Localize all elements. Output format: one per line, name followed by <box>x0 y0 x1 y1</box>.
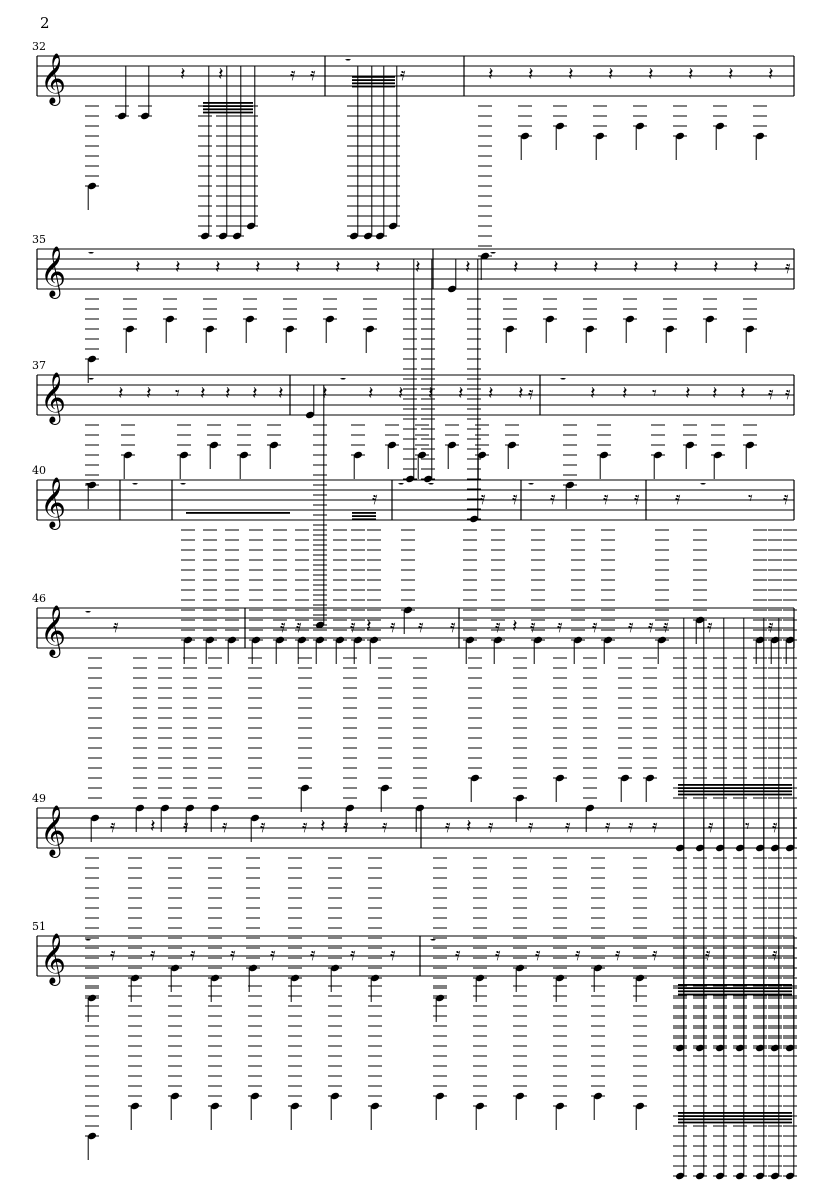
rest-quarter-rest-icon: 𝄽 <box>320 816 326 837</box>
rest-whole-rest-icon: 𝄻 <box>340 372 347 391</box>
beam <box>203 102 253 104</box>
rest-quarter-rest-icon: 𝄽 <box>458 383 464 404</box>
rest-quarter-rest-icon: 𝄽 <box>295 257 301 278</box>
rest-sixteenth-rest-icon: 𝄿 <box>150 944 156 965</box>
rest-sixteenth-rest-icon: 𝄿 <box>512 488 518 509</box>
rest-sixteenth-rest-icon: 𝄿 <box>455 944 461 965</box>
rest-sixteenth-rest-icon: 𝄿 <box>535 944 541 965</box>
rest-sixteenth-rest-icon: 𝄿 <box>390 944 396 965</box>
rest-sixteenth-rest-icon: 𝄿 <box>575 944 581 965</box>
rest-sixteenth-rest-icon: 𝄿 <box>310 944 316 965</box>
measure-number: 37 <box>32 359 46 372</box>
rest-quarter-rest-icon: 𝄽 <box>648 64 654 85</box>
rest-sixteenth-rest-icon: 𝄿 <box>390 616 396 637</box>
beam <box>186 512 290 514</box>
rest-whole-rest-icon: 𝄻 <box>490 246 497 265</box>
rest-whole-rest-icon: 𝄻 <box>88 246 95 265</box>
beam <box>678 984 792 986</box>
rest-quarter-rest-icon: 𝄽 <box>568 64 574 85</box>
rest-sixteenth-rest-icon: 𝄿 <box>663 616 669 637</box>
rest-quarter-rest-icon: 𝄽 <box>428 383 434 404</box>
rest-quarter-rest-icon: 𝄽 <box>225 383 231 404</box>
rest-quarter-rest-icon: 𝄽 <box>590 383 596 404</box>
rest-quarter-rest-icon: 𝄽 <box>146 383 152 404</box>
rest-sixteenth-rest-icon: 𝄿 <box>222 816 228 837</box>
rest-whole-rest-icon: 𝄻 <box>700 477 707 496</box>
rest-quarter-rest-icon: 𝄽 <box>278 383 284 404</box>
beam <box>678 987 792 989</box>
rest-quarter-rest-icon: 𝄽 <box>673 257 679 278</box>
rest-sixteenth-rest-icon: 𝄿 <box>772 944 778 965</box>
rest-sixteenth-rest-icon: 𝄿 <box>260 816 266 837</box>
beam <box>352 86 395 88</box>
rest-sixteenth-rest-icon: 𝄿 <box>768 616 774 637</box>
rest-whole-rest-icon: 𝄻 <box>430 933 437 952</box>
rest-quarter-rest-icon: 𝄽 <box>488 383 494 404</box>
beam <box>203 105 253 107</box>
rest-quarter-rest-icon: 𝄽 <box>608 64 614 85</box>
rest-sixteenth-rest-icon: 𝄿 <box>372 488 378 509</box>
rest-sixteenth-rest-icon: 𝄿 <box>270 944 276 965</box>
rest-quarter-rest-icon: 𝄽 <box>633 257 639 278</box>
beam <box>352 79 395 81</box>
rest-sixteenth-rest-icon: 𝄿 <box>343 816 349 837</box>
beam <box>678 994 792 996</box>
rest-quarter-rest-icon: 𝄽 <box>513 257 519 278</box>
rest-quarter-rest-icon: 𝄽 <box>685 383 691 404</box>
rest-quarter-rest-icon: 𝄽 <box>398 383 404 404</box>
rest-sixteenth-rest-icon: 𝄿 <box>488 816 494 837</box>
rest-sixteenth-rest-icon: 𝄿 <box>783 488 789 509</box>
beam <box>678 1118 792 1120</box>
rest-whole-rest-icon: 𝄻 <box>85 605 92 624</box>
rest-quarter-rest-icon: 𝄽 <box>180 64 186 85</box>
rest-quarter-rest-icon: 𝄽 <box>740 383 746 404</box>
rest-quarter-rest-icon: 𝄽 <box>175 257 181 278</box>
rest-quarter-rest-icon: 𝄽 <box>415 257 421 278</box>
rest-eighth-rest-icon: 𝄾 <box>745 816 750 837</box>
rest-whole-rest-icon: 𝄻 <box>528 477 535 496</box>
rest-sixteenth-rest-icon: 𝄿 <box>290 64 296 85</box>
rest-sixteenth-rest-icon: 𝄿 <box>495 616 501 637</box>
rest-sixteenth-rest-icon: 𝄿 <box>190 944 196 965</box>
beam <box>352 512 376 514</box>
rest-sixteenth-rest-icon: 𝄿 <box>615 944 621 965</box>
rest-quarter-rest-icon: 𝄽 <box>150 816 156 837</box>
rest-quarter-rest-icon: 𝄽 <box>375 257 381 278</box>
rest-quarter-rest-icon: 𝄽 <box>135 257 141 278</box>
treble-clef-icon: 𝄞 <box>40 805 67 856</box>
rest-whole-rest-icon: 𝄻 <box>345 53 352 72</box>
rest-quarter-rest-icon: 𝄽 <box>518 383 524 404</box>
rest-whole-rest-icon: 𝄻 <box>398 477 405 496</box>
rest-whole-rest-icon: 𝄻 <box>85 477 92 496</box>
beam <box>678 1115 792 1117</box>
beam <box>678 794 792 796</box>
rest-quarter-rest-icon: 𝄽 <box>368 383 374 404</box>
rest-sixteenth-rest-icon: 𝄿 <box>110 816 116 837</box>
rest-quarter-rest-icon: 𝄽 <box>622 383 628 404</box>
rest-quarter-rest-icon: 𝄽 <box>688 64 694 85</box>
rest-sixteenth-rest-icon: 𝄿 <box>480 488 486 509</box>
rest-sixteenth-rest-icon: 𝄿 <box>528 383 534 404</box>
rest-whole-rest-icon: 𝄻 <box>88 372 95 391</box>
page-number: 2 <box>40 14 50 32</box>
rest-quarter-rest-icon: 𝄽 <box>712 383 718 404</box>
rest-quarter-rest-icon: 𝄽 <box>118 383 124 404</box>
treble-clef-icon: 𝄞 <box>40 933 67 984</box>
beam <box>678 784 792 786</box>
rest-eighth-rest-icon: 𝄾 <box>748 488 753 509</box>
rest-sixteenth-rest-icon: 𝄿 <box>648 616 654 637</box>
measure-number: 32 <box>32 40 46 53</box>
rest-whole-rest-icon: 𝄻 <box>560 372 567 391</box>
rest-sixteenth-rest-icon: 𝄿 <box>634 488 640 509</box>
measure-number: 40 <box>32 464 46 477</box>
rest-sixteenth-rest-icon: 𝄿 <box>707 616 713 637</box>
beam <box>352 82 395 84</box>
beam <box>352 515 376 517</box>
rest-sixteenth-rest-icon: 𝄿 <box>418 616 424 637</box>
rest-sixteenth-rest-icon: 𝄿 <box>400 64 406 85</box>
rest-sixteenth-rest-icon: 𝄿 <box>652 944 658 965</box>
rest-quarter-rest-icon: 𝄽 <box>200 383 206 404</box>
rest-sixteenth-rest-icon: 𝄿 <box>675 488 681 509</box>
rest-sixteenth-rest-icon: 𝄿 <box>280 616 286 637</box>
rest-sixteenth-rest-icon: 𝄿 <box>768 383 774 404</box>
rest-whole-rest-icon: 𝄻 <box>180 477 187 496</box>
measure-number: 35 <box>32 233 46 246</box>
rest-quarter-rest-icon: 𝄽 <box>218 64 224 85</box>
beam <box>352 518 376 520</box>
rest-sixteenth-rest-icon: 𝄿 <box>772 816 778 837</box>
rest-sixteenth-rest-icon: 𝄿 <box>708 816 714 837</box>
rest-sixteenth-rest-icon: 𝄿 <box>302 816 308 837</box>
rest-sixteenth-rest-icon: 𝄿 <box>652 816 658 837</box>
rest-quarter-rest-icon: 𝄽 <box>322 383 328 404</box>
beam <box>678 787 792 789</box>
rest-sixteenth-rest-icon: 𝄿 <box>230 944 236 965</box>
beam <box>203 108 253 110</box>
rest-quarter-rest-icon: 𝄽 <box>728 64 734 85</box>
rest-quarter-rest-icon: 𝄽 <box>335 257 341 278</box>
rest-sixteenth-rest-icon: 𝄿 <box>530 616 536 637</box>
beam <box>203 112 253 114</box>
treble-clef-icon: 𝄞 <box>40 477 67 528</box>
rest-sixteenth-rest-icon: 𝄿 <box>785 257 791 278</box>
rest-quarter-rest-icon: 𝄽 <box>465 257 471 278</box>
rest-quarter-rest-icon: 𝄽 <box>252 383 258 404</box>
rest-sixteenth-rest-icon: 𝄿 <box>605 816 611 837</box>
treble-clef-icon: 𝄞 <box>40 246 67 297</box>
rest-eighth-rest-icon: 𝄾 <box>175 383 180 404</box>
beam <box>678 790 792 792</box>
rest-sixteenth-rest-icon: 𝄿 <box>382 816 388 837</box>
rest-quarter-rest-icon: 𝄽 <box>713 257 719 278</box>
rest-sixteenth-rest-icon: 𝄿 <box>603 488 609 509</box>
rest-sixteenth-rest-icon: 𝄿 <box>557 616 563 637</box>
rest-eighth-rest-icon: 𝄾 <box>652 383 657 404</box>
rest-sixteenth-rest-icon: 𝄿 <box>310 64 316 85</box>
rest-quarter-rest-icon: 𝄽 <box>528 64 534 85</box>
rest-whole-rest-icon: 𝄻 <box>132 477 139 496</box>
rest-quarter-rest-icon: 𝄽 <box>593 257 599 278</box>
measure-number: 51 <box>32 920 46 933</box>
rest-whole-rest-icon: 𝄻 <box>85 933 92 952</box>
rest-sixteenth-rest-icon: 𝄿 <box>110 944 116 965</box>
rest-quarter-rest-icon: 𝄽 <box>366 616 372 637</box>
rest-sixteenth-rest-icon: 𝄿 <box>350 616 356 637</box>
rest-sixteenth-rest-icon: 𝄿 <box>592 616 598 637</box>
treble-clef-icon: 𝄞 <box>40 372 67 423</box>
beam <box>352 76 395 78</box>
beam <box>678 990 792 992</box>
rest-sixteenth-rest-icon: 𝄿 <box>785 383 791 404</box>
rest-sixteenth-rest-icon: 𝄿 <box>495 944 501 965</box>
measure-number: 49 <box>32 792 46 805</box>
rest-sixteenth-rest-icon: 𝄿 <box>628 816 634 837</box>
treble-clef-icon: 𝄞 <box>40 53 67 104</box>
rest-quarter-rest-icon: 𝄽 <box>255 257 261 278</box>
measure-number: 46 <box>32 592 46 605</box>
beam <box>678 1122 792 1124</box>
rest-sixteenth-rest-icon: 𝄿 <box>565 816 571 837</box>
rest-quarter-rest-icon: 𝄽 <box>753 257 759 278</box>
rest-quarter-rest-icon: 𝄽 <box>512 616 518 637</box>
rest-quarter-rest-icon: 𝄽 <box>488 64 494 85</box>
rest-quarter-rest-icon: 𝄽 <box>215 257 221 278</box>
rest-quarter-rest-icon: 𝄽 <box>466 816 472 837</box>
rest-sixteenth-rest-icon: 𝄿 <box>550 488 556 509</box>
rest-sixteenth-rest-icon: 𝄿 <box>296 616 302 637</box>
treble-clef-icon: 𝄞 <box>40 605 67 656</box>
rest-sixteenth-rest-icon: 𝄿 <box>113 616 119 637</box>
beam <box>678 1112 792 1114</box>
rest-sixteenth-rest-icon: 𝄿 <box>450 616 456 637</box>
rest-sixteenth-rest-icon: 𝄿 <box>445 816 451 837</box>
rest-quarter-rest-icon: 𝄽 <box>553 257 559 278</box>
rest-whole-rest-icon: 𝄻 <box>428 477 435 496</box>
rest-sixteenth-rest-icon: 𝄿 <box>628 616 634 637</box>
rest-sixteenth-rest-icon: 𝄿 <box>350 944 356 965</box>
rest-sixteenth-rest-icon: 𝄿 <box>705 944 711 965</box>
rest-sixteenth-rest-icon: 𝄿 <box>183 816 189 837</box>
rest-sixteenth-rest-icon: 𝄿 <box>528 816 534 837</box>
rest-quarter-rest-icon: 𝄽 <box>768 64 774 85</box>
